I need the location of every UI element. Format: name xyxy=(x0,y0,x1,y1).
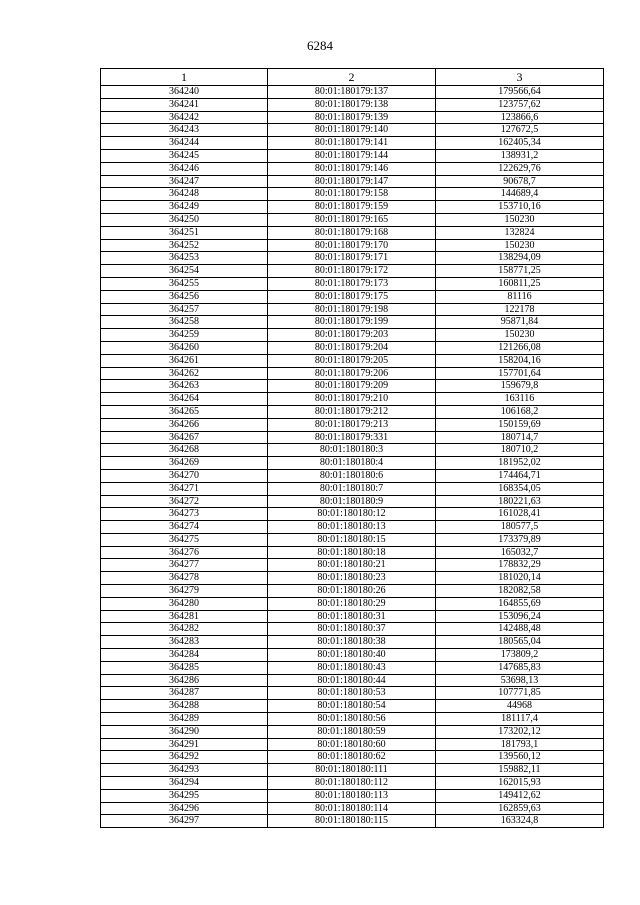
row-number-cell: 364264 xyxy=(101,393,268,406)
cadastral-number-cell: 80:01:180180:18 xyxy=(268,546,436,559)
column-header-3: 3 xyxy=(436,69,604,86)
table-row xyxy=(101,546,604,559)
table-row xyxy=(101,239,604,252)
cadastral-number-cell: 80:01:180179:173 xyxy=(268,277,436,290)
cadastral-number-cell: 80:01:180179:140 xyxy=(268,124,436,137)
value-cell: 122629,76 xyxy=(436,162,604,175)
table-row xyxy=(101,393,604,406)
value-cell: 180714,7 xyxy=(436,431,604,444)
table-header-row xyxy=(101,69,604,86)
cadastral-number-cell: 80:01:180179:205 xyxy=(268,354,436,367)
table-row xyxy=(101,610,604,623)
cadastral-number-cell: 80:01:180179:170 xyxy=(268,239,436,252)
value-cell: 122178 xyxy=(436,303,604,316)
table-row xyxy=(101,457,604,470)
value-cell: 123757,62 xyxy=(436,98,604,111)
value-cell: 163116 xyxy=(436,393,604,406)
value-cell: 157701,64 xyxy=(436,367,604,380)
row-number-cell: 364292 xyxy=(101,751,268,764)
value-cell: 162015,93 xyxy=(436,777,604,790)
row-number-cell: 364263 xyxy=(101,380,268,393)
value-cell: 164855,69 xyxy=(436,597,604,610)
row-number-cell: 364281 xyxy=(101,610,268,623)
row-number-cell: 364267 xyxy=(101,431,268,444)
row-number-cell: 364258 xyxy=(101,316,268,329)
row-number-cell: 364259 xyxy=(101,329,268,342)
cadastral-number-cell: 80:01:180180:3 xyxy=(268,444,436,457)
column-header-1: 1 xyxy=(101,69,268,86)
value-cell: 142488,48 xyxy=(436,623,604,636)
table-row xyxy=(101,559,604,572)
value-cell: 173202,12 xyxy=(436,725,604,738)
cadastral-number-cell: 80:01:180179:158 xyxy=(268,188,436,201)
row-number-cell: 364268 xyxy=(101,444,268,457)
cadastral-number-cell: 80:01:180180:62 xyxy=(268,751,436,764)
row-number-cell: 364266 xyxy=(101,418,268,431)
row-number-cell: 364247 xyxy=(101,175,268,188)
value-cell: 127672,5 xyxy=(436,124,604,137)
row-number-cell: 364290 xyxy=(101,725,268,738)
cadastral-number-cell: 80:01:180180:12 xyxy=(268,508,436,521)
table-row xyxy=(101,162,604,175)
cadastral-number-cell: 80:01:180180:26 xyxy=(268,585,436,598)
table-row xyxy=(101,815,604,828)
cadastral-number-cell: 80:01:180180:53 xyxy=(268,687,436,700)
table-row xyxy=(101,585,604,598)
value-cell: 173809,2 xyxy=(436,649,604,662)
cadastral-number-cell: 80:01:180179:141 xyxy=(268,137,436,150)
row-number-cell: 364289 xyxy=(101,713,268,726)
table-row xyxy=(101,764,604,777)
table-row xyxy=(101,674,604,687)
cadastral-number-cell: 80:01:180179:199 xyxy=(268,316,436,329)
table-row xyxy=(101,380,604,393)
value-cell: 158771,25 xyxy=(436,265,604,278)
table-row xyxy=(101,777,604,790)
table-row xyxy=(101,290,604,303)
value-cell: 180565,04 xyxy=(436,636,604,649)
cadastral-number-cell: 80:01:180179:210 xyxy=(268,393,436,406)
cadastral-number-cell: 80:01:180180:15 xyxy=(268,533,436,546)
table-row xyxy=(101,597,604,610)
cadastral-number-cell: 80:01:180179:139 xyxy=(268,111,436,124)
table-row xyxy=(101,623,604,636)
value-cell: 158204,16 xyxy=(436,354,604,367)
row-number-cell: 364257 xyxy=(101,303,268,316)
table-row xyxy=(101,687,604,700)
value-cell: 180221,63 xyxy=(436,495,604,508)
cadastral-number-cell: 80:01:180180:115 xyxy=(268,815,436,828)
table-row xyxy=(101,482,604,495)
table-row xyxy=(101,405,604,418)
table-row xyxy=(101,213,604,226)
table-row xyxy=(101,226,604,239)
table-row xyxy=(101,572,604,585)
row-number-cell: 364284 xyxy=(101,649,268,662)
value-cell: 44968 xyxy=(436,700,604,713)
value-cell: 150230 xyxy=(436,329,604,342)
table-row xyxy=(101,188,604,201)
value-cell: 149412,62 xyxy=(436,789,604,802)
row-number-cell: 364296 xyxy=(101,802,268,815)
cadastral-number-cell: 80:01:180179:168 xyxy=(268,226,436,239)
table-row xyxy=(101,636,604,649)
row-number-cell: 364242 xyxy=(101,111,268,124)
table-row xyxy=(101,431,604,444)
row-number-cell: 364287 xyxy=(101,687,268,700)
cadastral-number-cell: 80:01:180180:7 xyxy=(268,482,436,495)
cadastral-number-cell: 80:01:180179:175 xyxy=(268,290,436,303)
value-cell: 168354,05 xyxy=(436,482,604,495)
value-cell: 132824 xyxy=(436,226,604,239)
cadastral-number-cell: 80:01:180179:209 xyxy=(268,380,436,393)
value-cell: 106168,2 xyxy=(436,405,604,418)
row-number-cell: 364294 xyxy=(101,777,268,790)
cadastral-number-cell: 80:01:180179:331 xyxy=(268,431,436,444)
value-cell: 138931,2 xyxy=(436,149,604,162)
cadastral-number-cell: 80:01:180180:54 xyxy=(268,700,436,713)
row-number-cell: 364244 xyxy=(101,137,268,150)
row-number-cell: 364269 xyxy=(101,457,268,470)
cadastral-number-cell: 80:01:180179:138 xyxy=(268,98,436,111)
row-number-cell: 364260 xyxy=(101,341,268,354)
cadastral-number-cell: 80:01:180179:213 xyxy=(268,418,436,431)
value-cell: 180710,2 xyxy=(436,444,604,457)
table-body xyxy=(101,86,604,828)
cadastral-number-cell: 80:01:180179:203 xyxy=(268,329,436,342)
row-number-cell: 364285 xyxy=(101,661,268,674)
value-cell: 162405,34 xyxy=(436,137,604,150)
row-number-cell: 364262 xyxy=(101,367,268,380)
value-cell: 173379,89 xyxy=(436,533,604,546)
row-number-cell: 364245 xyxy=(101,149,268,162)
table-row xyxy=(101,354,604,367)
cadastral-number-cell: 80:01:180180:38 xyxy=(268,636,436,649)
cadastral-number-cell: 80:01:180180:111 xyxy=(268,764,436,777)
cadastral-number-cell: 80:01:180180:13 xyxy=(268,521,436,534)
row-number-cell: 364250 xyxy=(101,213,268,226)
row-number-cell: 364271 xyxy=(101,482,268,495)
table-row xyxy=(101,86,604,99)
value-cell: 139560,12 xyxy=(436,751,604,764)
cadastral-number-cell: 80:01:180179:144 xyxy=(268,149,436,162)
table-row xyxy=(101,252,604,265)
cadastral-number-cell: 80:01:180180:23 xyxy=(268,572,436,585)
row-number-cell: 364277 xyxy=(101,559,268,572)
cadastral-number-cell: 80:01:180180:56 xyxy=(268,713,436,726)
row-number-cell: 364282 xyxy=(101,623,268,636)
row-number-cell: 364252 xyxy=(101,239,268,252)
row-number-cell: 364255 xyxy=(101,277,268,290)
cadastral-number-cell: 80:01:180179:204 xyxy=(268,341,436,354)
value-cell: 161028,41 xyxy=(436,508,604,521)
page-number: 6284 xyxy=(307,38,333,53)
value-cell: 53698,13 xyxy=(436,674,604,687)
table-row xyxy=(101,98,604,111)
cadastral-number-cell: 80:01:180179:137 xyxy=(268,86,436,99)
cadastral-number-cell: 80:01:180180:113 xyxy=(268,789,436,802)
row-number-cell: 364291 xyxy=(101,738,268,751)
value-cell: 159679,8 xyxy=(436,380,604,393)
cadastral-number-cell: 80:01:180180:114 xyxy=(268,802,436,815)
value-cell: 123866,6 xyxy=(436,111,604,124)
row-number-cell: 364251 xyxy=(101,226,268,239)
table-row xyxy=(101,725,604,738)
table-row xyxy=(101,495,604,508)
table-row xyxy=(101,367,604,380)
table-row xyxy=(101,124,604,137)
table-row xyxy=(101,649,604,662)
value-cell: 162859,63 xyxy=(436,802,604,815)
value-cell: 181117,4 xyxy=(436,713,604,726)
cadastral-number-cell: 80:01:180179:146 xyxy=(268,162,436,175)
table-row xyxy=(101,444,604,457)
column-header-2: 2 xyxy=(268,69,436,86)
table-row xyxy=(101,508,604,521)
cadastral-number-cell: 80:01:180180:37 xyxy=(268,623,436,636)
row-number-cell: 364249 xyxy=(101,201,268,214)
cadastral-number-cell: 80:01:180180:21 xyxy=(268,559,436,572)
cadastral-number-cell: 80:01:180180:40 xyxy=(268,649,436,662)
table-row xyxy=(101,700,604,713)
table-row xyxy=(101,418,604,431)
cadastral-number-cell: 80:01:180179:206 xyxy=(268,367,436,380)
value-cell: 150230 xyxy=(436,239,604,252)
cadastral-number-cell: 80:01:180180:60 xyxy=(268,738,436,751)
value-cell: 163324,8 xyxy=(436,815,604,828)
table-row xyxy=(101,111,604,124)
table-row xyxy=(101,303,604,316)
row-number-cell: 364246 xyxy=(101,162,268,175)
cadastral-number-cell: 80:01:180180:9 xyxy=(268,495,436,508)
cadastral-number-cell: 80:01:180179:147 xyxy=(268,175,436,188)
data-table xyxy=(100,68,604,828)
value-cell: 138294,09 xyxy=(436,252,604,265)
value-cell: 95871,84 xyxy=(436,316,604,329)
cadastral-number-cell: 80:01:180180:31 xyxy=(268,610,436,623)
value-cell: 107771,85 xyxy=(436,687,604,700)
row-number-cell: 364288 xyxy=(101,700,268,713)
cadastral-number-cell: 80:01:180180:43 xyxy=(268,661,436,674)
table-row xyxy=(101,751,604,764)
cadastral-number-cell: 80:01:180180:59 xyxy=(268,725,436,738)
row-number-cell: 364295 xyxy=(101,789,268,802)
row-number-cell: 364248 xyxy=(101,188,268,201)
row-number-cell: 364276 xyxy=(101,546,268,559)
table-row xyxy=(101,738,604,751)
cadastral-number-cell: 80:01:180180:112 xyxy=(268,777,436,790)
row-number-cell: 364243 xyxy=(101,124,268,137)
cadastral-number-cell: 80:01:180180:6 xyxy=(268,469,436,482)
value-cell: 153710,16 xyxy=(436,201,604,214)
value-cell: 160811,25 xyxy=(436,277,604,290)
value-cell: 179566,64 xyxy=(436,86,604,99)
row-number-cell: 364297 xyxy=(101,815,268,828)
row-number-cell: 364265 xyxy=(101,405,268,418)
value-cell: 182082,58 xyxy=(436,585,604,598)
table-row xyxy=(101,802,604,815)
cadastral-number-cell: 80:01:180179:198 xyxy=(268,303,436,316)
value-cell: 181952,02 xyxy=(436,457,604,470)
value-cell: 181020,14 xyxy=(436,572,604,585)
row-number-cell: 364286 xyxy=(101,674,268,687)
cadastral-number-cell: 80:01:180179:165 xyxy=(268,213,436,226)
cadastral-number-cell: 80:01:180179:159 xyxy=(268,201,436,214)
row-number-cell: 364241 xyxy=(101,98,268,111)
value-cell: 150159,69 xyxy=(436,418,604,431)
table-row xyxy=(101,789,604,802)
table-row xyxy=(101,469,604,482)
table-row xyxy=(101,175,604,188)
cadastral-number-cell: 80:01:180179:172 xyxy=(268,265,436,278)
value-cell: 144689,4 xyxy=(436,188,604,201)
table-row xyxy=(101,661,604,674)
table-row xyxy=(101,521,604,534)
cadastral-number-cell: 80:01:180179:212 xyxy=(268,405,436,418)
row-number-cell: 364273 xyxy=(101,508,268,521)
row-number-cell: 364240 xyxy=(101,86,268,99)
row-number-cell: 364280 xyxy=(101,597,268,610)
cadastral-number-cell: 80:01:180179:171 xyxy=(268,252,436,265)
row-number-cell: 364275 xyxy=(101,533,268,546)
cadastral-number-cell: 80:01:180180:44 xyxy=(268,674,436,687)
value-cell: 165032,7 xyxy=(436,546,604,559)
value-cell: 180577,5 xyxy=(436,521,604,534)
table-row xyxy=(101,149,604,162)
row-number-cell: 364256 xyxy=(101,290,268,303)
table-row xyxy=(101,277,604,290)
value-cell: 147685,83 xyxy=(436,661,604,674)
value-cell: 174464,71 xyxy=(436,469,604,482)
table-row xyxy=(101,201,604,214)
value-cell: 181793,1 xyxy=(436,738,604,751)
row-number-cell: 364270 xyxy=(101,469,268,482)
value-cell: 90678,7 xyxy=(436,175,604,188)
row-number-cell: 364274 xyxy=(101,521,268,534)
cadastral-number-cell: 80:01:180180:29 xyxy=(268,597,436,610)
value-cell: 159882,11 xyxy=(436,764,604,777)
row-number-cell: 364261 xyxy=(101,354,268,367)
value-cell: 150230 xyxy=(436,213,604,226)
value-cell: 81116 xyxy=(436,290,604,303)
table-row xyxy=(101,533,604,546)
row-number-cell: 364279 xyxy=(101,585,268,598)
value-cell: 121266,08 xyxy=(436,341,604,354)
value-cell: 178832,29 xyxy=(436,559,604,572)
table-row xyxy=(101,265,604,278)
table-row xyxy=(101,137,604,150)
row-number-cell: 364272 xyxy=(101,495,268,508)
row-number-cell: 364278 xyxy=(101,572,268,585)
cadastral-number-cell: 80:01:180180:4 xyxy=(268,457,436,470)
table-row xyxy=(101,713,604,726)
row-number-cell: 364253 xyxy=(101,252,268,265)
value-cell: 153096,24 xyxy=(436,610,604,623)
row-number-cell: 364293 xyxy=(101,764,268,777)
row-number-cell: 364283 xyxy=(101,636,268,649)
table-row xyxy=(101,341,604,354)
row-number-cell: 364254 xyxy=(101,265,268,278)
table-row xyxy=(101,316,604,329)
table-row xyxy=(101,329,604,342)
